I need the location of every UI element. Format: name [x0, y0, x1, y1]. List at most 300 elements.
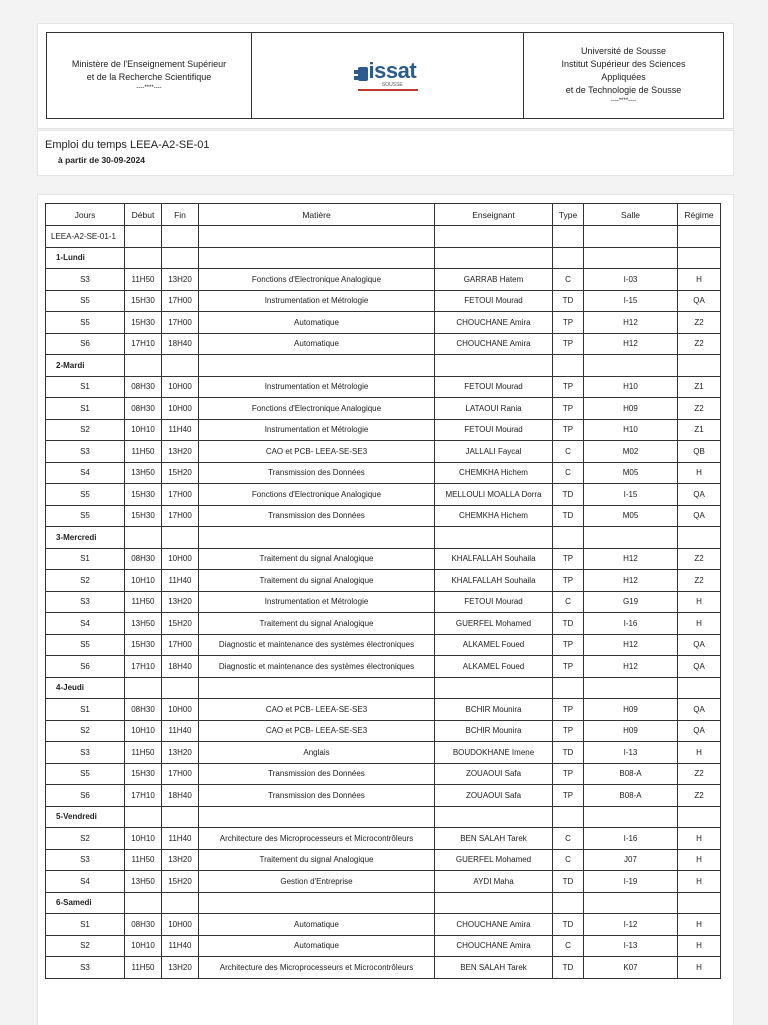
start-cell: 13H50	[125, 613, 162, 635]
teacher-cell: CHEMKHA Hichem	[435, 462, 553, 484]
teacher-cell: GUERFEL Mohamed	[435, 849, 553, 871]
table-row	[46, 419, 721, 441]
session-cell: S1	[46, 398, 125, 420]
session-cell: S2	[46, 419, 125, 441]
table-row	[46, 656, 721, 678]
type-cell: TP	[553, 419, 584, 441]
room-cell: I-16	[584, 613, 678, 635]
day-label: 3-Mercredi	[46, 527, 125, 549]
regime-cell: Z2	[678, 785, 721, 807]
regime-cell: H	[678, 935, 721, 957]
empty-cell	[435, 806, 553, 828]
session-cell: S3	[46, 849, 125, 871]
teacher-cell: KHALFALLAH Souhaila	[435, 570, 553, 592]
regime-cell: Z2	[678, 763, 721, 785]
subject-cell: Instrumentation et Métrologie	[199, 591, 435, 613]
session-cell: S5	[46, 634, 125, 656]
empty-cell	[199, 355, 435, 377]
session-cell: S2	[46, 720, 125, 742]
regime-cell: H	[678, 828, 721, 850]
group-row	[46, 226, 721, 248]
type-cell: TP	[553, 548, 584, 570]
subject-cell: Traitement du signal Analogique	[199, 613, 435, 635]
subject-cell: Transmission des Données	[199, 462, 435, 484]
regime-cell: H	[678, 591, 721, 613]
schedule-table	[45, 203, 721, 979]
empty-cell	[162, 677, 199, 699]
table-row	[46, 828, 721, 850]
empty-cell	[553, 677, 584, 699]
empty-cell	[435, 527, 553, 549]
end-cell: 17H00	[162, 290, 199, 312]
subject-cell: Automatique	[199, 914, 435, 936]
ministry-line: ----****----	[136, 85, 162, 91]
regime-cell: Z2	[678, 312, 721, 334]
start-cell: 11H50	[125, 742, 162, 764]
end-cell: 11H40	[162, 828, 199, 850]
session-cell: S1	[46, 914, 125, 936]
title-card	[37, 130, 734, 176]
session-cell: S6	[46, 333, 125, 355]
session-cell: S1	[46, 376, 125, 398]
regime-cell: H	[678, 914, 721, 936]
table-row	[46, 484, 721, 506]
teacher-cell: BEN SALAH Tarek	[435, 957, 553, 979]
room-cell: H12	[584, 634, 678, 656]
end-cell: 11H40	[162, 720, 199, 742]
regime-cell: QB	[678, 441, 721, 463]
start-cell: 10H10	[125, 828, 162, 850]
session-cell: S2	[46, 570, 125, 592]
regime-cell: QA	[678, 656, 721, 678]
table-row	[46, 871, 721, 893]
table-row	[46, 742, 721, 764]
teacher-cell: GARRAB Hatem	[435, 269, 553, 291]
type-cell: C	[553, 269, 584, 291]
end-cell: 18H40	[162, 785, 199, 807]
start-cell: 17H10	[125, 333, 162, 355]
table-row	[46, 462, 721, 484]
room-cell: H09	[584, 699, 678, 721]
university-line: Appliquées	[601, 72, 646, 82]
teacher-cell: FETOUI Mourad	[435, 419, 553, 441]
teacher-cell: ZOUAOUI Safa	[435, 785, 553, 807]
empty-cell	[678, 527, 721, 549]
subject-cell: Transmission des Données	[199, 505, 435, 527]
type-cell: TP	[553, 634, 584, 656]
table-row	[46, 720, 721, 742]
empty-cell	[125, 247, 162, 269]
session-cell: S5	[46, 290, 125, 312]
table-row	[46, 935, 721, 957]
regime-cell: H	[678, 742, 721, 764]
start-cell: 10H10	[125, 570, 162, 592]
room-cell: J07	[584, 849, 678, 871]
subject-cell: Architecture des Microprocesseurs et Microcontrôleurs	[199, 957, 435, 979]
session-cell: S5	[46, 312, 125, 334]
room-cell: I-15	[584, 484, 678, 506]
day-row	[46, 247, 721, 269]
empty-cell	[162, 247, 199, 269]
session-cell: S5	[46, 505, 125, 527]
start-cell: 15H30	[125, 634, 162, 656]
room-cell: I-16	[584, 828, 678, 850]
logo-block	[252, 33, 524, 119]
type-cell: C	[553, 828, 584, 850]
empty-cell	[678, 247, 721, 269]
type-cell: TD	[553, 957, 584, 979]
type-cell: TP	[553, 699, 584, 721]
teacher-cell: CHOUCHANE Amira	[435, 312, 553, 334]
end-cell: 13H20	[162, 849, 199, 871]
start-cell: 11H50	[125, 849, 162, 871]
regime-cell: Z1	[678, 419, 721, 441]
start-cell: 08H30	[125, 699, 162, 721]
teacher-cell: KHALFALLAH Souhaila	[435, 548, 553, 570]
teacher-cell: GUERFEL Mohamed	[435, 613, 553, 635]
start-cell: 15H30	[125, 763, 162, 785]
end-cell: 10H00	[162, 398, 199, 420]
regime-cell: H	[678, 613, 721, 635]
end-cell: 17H00	[162, 505, 199, 527]
teacher-cell: CHOUCHANE Amira	[435, 914, 553, 936]
empty-cell	[678, 806, 721, 828]
subject-cell: Traitement du signal Analogique	[199, 548, 435, 570]
empty-cell	[162, 226, 199, 248]
subject-cell: CAO et PCB- LEEA-SE-SE3	[199, 441, 435, 463]
empty-cell	[435, 247, 553, 269]
empty-cell	[584, 527, 678, 549]
col-header-fin: Fin	[162, 204, 199, 226]
table-row	[46, 269, 721, 291]
logo-subtext: SOUSSE	[381, 82, 403, 88]
type-cell: C	[553, 935, 584, 957]
type-cell: TD	[553, 742, 584, 764]
type-cell: TP	[553, 376, 584, 398]
table-row	[46, 613, 721, 635]
end-cell: 10H00	[162, 699, 199, 721]
empty-cell	[435, 355, 553, 377]
teacher-cell: FETOUI Mourad	[435, 376, 553, 398]
logo-mark-icon	[358, 67, 368, 81]
day-label: 5-Vendredi	[46, 806, 125, 828]
teacher-cell: CHEMKHA Hichem	[435, 505, 553, 527]
empty-cell	[435, 226, 553, 248]
start-cell: 17H10	[125, 656, 162, 678]
empty-cell	[553, 806, 584, 828]
teacher-cell: AYDI Maha	[435, 871, 553, 893]
regime-cell: H	[678, 871, 721, 893]
table-row	[46, 333, 721, 355]
session-cell: S5	[46, 763, 125, 785]
type-cell: C	[553, 441, 584, 463]
empty-cell	[199, 892, 435, 914]
empty-cell	[678, 226, 721, 248]
empty-cell	[553, 355, 584, 377]
col-header-enseignant: Enseignant	[435, 204, 553, 226]
empty-cell	[199, 527, 435, 549]
empty-cell	[125, 806, 162, 828]
col-header-salle: Salle	[584, 204, 678, 226]
teacher-cell: BEN SALAH Tarek	[435, 828, 553, 850]
session-cell: S5	[46, 484, 125, 506]
subject-cell: Fonctions d'Electronique Analogique	[199, 484, 435, 506]
room-cell: M05	[584, 505, 678, 527]
subject-cell: Instrumentation et Métrologie	[199, 419, 435, 441]
start-cell: 08H30	[125, 914, 162, 936]
empty-cell	[125, 355, 162, 377]
room-cell: H12	[584, 333, 678, 355]
end-cell: 10H00	[162, 914, 199, 936]
type-cell: C	[553, 462, 584, 484]
regime-cell: H	[678, 849, 721, 871]
empty-cell	[162, 892, 199, 914]
empty-cell	[125, 892, 162, 914]
empty-cell	[435, 892, 553, 914]
issat-logo	[358, 60, 418, 91]
room-cell: H12	[584, 312, 678, 334]
end-cell: 17H00	[162, 312, 199, 334]
regime-cell: QA	[678, 720, 721, 742]
empty-cell	[162, 527, 199, 549]
end-cell: 11H40	[162, 419, 199, 441]
table-row	[46, 290, 721, 312]
empty-cell	[199, 806, 435, 828]
session-cell: S4	[46, 613, 125, 635]
subject-cell: Automatique	[199, 312, 435, 334]
room-cell: G19	[584, 591, 678, 613]
subject-cell: Gestion d'Entreprise	[199, 871, 435, 893]
logo-text: issat	[368, 58, 417, 83]
regime-cell: Z2	[678, 548, 721, 570]
university-line: ----****----	[610, 98, 637, 104]
subject-cell: Anglais	[199, 742, 435, 764]
session-cell: S2	[46, 935, 125, 957]
empty-cell	[584, 806, 678, 828]
subject-cell: Traitement du signal Analogique	[199, 849, 435, 871]
type-cell: TP	[553, 720, 584, 742]
type-cell: TD	[553, 505, 584, 527]
regime-cell: H	[678, 957, 721, 979]
empty-cell	[162, 355, 199, 377]
type-cell: TP	[553, 656, 584, 678]
start-date: à partir de 30-09-2024	[58, 155, 145, 165]
subject-cell: Diagnostic et maintenance des systèmes électroniques	[199, 656, 435, 678]
end-cell: 18H40	[162, 333, 199, 355]
col-header-type: Type	[553, 204, 584, 226]
start-cell: 13H50	[125, 462, 162, 484]
type-cell: TD	[553, 484, 584, 506]
teacher-cell: ALKAMEL Foued	[435, 656, 553, 678]
type-cell: C	[553, 849, 584, 871]
teacher-cell: ALKAMEL Foued	[435, 634, 553, 656]
teacher-cell: MELLOULI MOALLA Dorra	[435, 484, 553, 506]
day-label: 1-Lundi	[46, 247, 125, 269]
start-cell: 11H50	[125, 269, 162, 291]
group-label: LEEA-A2-SE-01-1	[46, 226, 125, 248]
session-cell: S3	[46, 441, 125, 463]
session-cell: S1	[46, 548, 125, 570]
empty-cell	[678, 892, 721, 914]
start-cell: 17H10	[125, 785, 162, 807]
empty-cell	[584, 355, 678, 377]
university-line: Institut Supérieur des Sciences	[561, 59, 686, 69]
ministry-block	[47, 33, 252, 119]
room-cell: H12	[584, 656, 678, 678]
subject-cell: Automatique	[199, 333, 435, 355]
session-cell: S4	[46, 871, 125, 893]
room-cell: I-03	[584, 269, 678, 291]
room-cell: B08-A	[584, 785, 678, 807]
start-cell: 15H30	[125, 290, 162, 312]
table-row	[46, 398, 721, 420]
regime-cell: QA	[678, 634, 721, 656]
end-cell: 13H20	[162, 441, 199, 463]
room-cell: H10	[584, 376, 678, 398]
type-cell: TP	[553, 570, 584, 592]
teacher-cell: CHOUCHANE Amira	[435, 935, 553, 957]
end-cell: 17H00	[162, 763, 199, 785]
subject-cell: Instrumentation et Métrologie	[199, 376, 435, 398]
day-row	[46, 677, 721, 699]
subject-cell: Transmission des Données	[199, 763, 435, 785]
subject-cell: Transmission des Données	[199, 785, 435, 807]
regime-cell: QA	[678, 505, 721, 527]
university-line: Université de Sousse	[580, 46, 667, 56]
session-cell: S4	[46, 462, 125, 484]
ministry-line: Ministère de l'Enseignement Supérieur	[71, 59, 227, 69]
page-title: Emploi du temps LEEA-A2-SE-01	[45, 139, 210, 151]
room-cell: B08-A	[584, 763, 678, 785]
start-cell: 11H50	[125, 441, 162, 463]
start-cell: 15H30	[125, 484, 162, 506]
teacher-cell: ZOUAOUI Safa	[435, 763, 553, 785]
start-cell: 08H30	[125, 398, 162, 420]
teacher-cell: BOUDOKHANE Imene	[435, 742, 553, 764]
session-cell: S3	[46, 957, 125, 979]
day-row	[46, 892, 721, 914]
end-cell: 18H40	[162, 656, 199, 678]
logo-underline	[358, 89, 418, 91]
table-row	[46, 763, 721, 785]
end-cell: 17H00	[162, 634, 199, 656]
regime-cell: Z2	[678, 398, 721, 420]
session-cell: S3	[46, 742, 125, 764]
table-row	[46, 376, 721, 398]
regime-cell: QA	[678, 290, 721, 312]
start-cell: 13H50	[125, 871, 162, 893]
empty-cell	[199, 226, 435, 248]
empty-cell	[125, 677, 162, 699]
start-cell: 08H30	[125, 376, 162, 398]
schedule-card	[37, 194, 734, 1025]
subject-cell: Traitement du signal Analogique	[199, 570, 435, 592]
teacher-cell: BCHIR Mounira	[435, 720, 553, 742]
university-block	[524, 33, 724, 119]
regime-cell: Z2	[678, 570, 721, 592]
type-cell: TD	[553, 871, 584, 893]
room-cell: H12	[584, 570, 678, 592]
room-cell: H09	[584, 398, 678, 420]
session-cell: S6	[46, 656, 125, 678]
teacher-cell: BCHIR Mounira	[435, 699, 553, 721]
table-row	[46, 505, 721, 527]
room-cell: I-12	[584, 914, 678, 936]
empty-cell	[678, 677, 721, 699]
room-cell: H10	[584, 419, 678, 441]
empty-cell	[199, 247, 435, 269]
col-header-debut: Début	[125, 204, 162, 226]
room-cell: H12	[584, 548, 678, 570]
col-header-matiere: Matière	[199, 204, 435, 226]
subject-cell: CAO et PCB- LEEA-SE-SE3	[199, 699, 435, 721]
subject-cell: CAO et PCB- LEEA-SE-SE3	[199, 720, 435, 742]
end-cell: 13H20	[162, 742, 199, 764]
type-cell: TP	[553, 312, 584, 334]
teacher-cell: FETOUI Mourad	[435, 591, 553, 613]
table-row	[46, 785, 721, 807]
session-cell: S2	[46, 828, 125, 850]
table-row	[46, 849, 721, 871]
regime-cell: H	[678, 462, 721, 484]
type-cell: TP	[553, 763, 584, 785]
col-header-jours: Jours	[46, 204, 125, 226]
type-cell: TP	[553, 398, 584, 420]
university-line: et de Technologie de Sousse	[565, 85, 682, 95]
ministry-line: et de la Recherche Scientifique	[86, 72, 212, 82]
type-cell: TP	[553, 785, 584, 807]
day-row	[46, 355, 721, 377]
end-cell: 10H00	[162, 548, 199, 570]
empty-cell	[584, 677, 678, 699]
regime-cell: QA	[678, 699, 721, 721]
regime-cell: Z1	[678, 376, 721, 398]
regime-cell: Z2	[678, 333, 721, 355]
subject-cell: Automatique	[199, 935, 435, 957]
room-cell: I-13	[584, 935, 678, 957]
day-row	[46, 527, 721, 549]
empty-cell	[125, 527, 162, 549]
start-cell: 10H10	[125, 419, 162, 441]
session-cell: S3	[46, 269, 125, 291]
table-row	[46, 548, 721, 570]
room-cell: I-19	[584, 871, 678, 893]
start-cell: 15H30	[125, 312, 162, 334]
type-cell: TD	[553, 914, 584, 936]
teacher-cell: CHOUCHANE Amira	[435, 333, 553, 355]
end-cell: 11H40	[162, 570, 199, 592]
empty-cell	[584, 892, 678, 914]
table-row	[46, 441, 721, 463]
end-cell: 10H00	[162, 376, 199, 398]
start-cell: 15H30	[125, 505, 162, 527]
room-cell: I-15	[584, 290, 678, 312]
day-label: 6-Samedi	[46, 892, 125, 914]
empty-cell	[584, 226, 678, 248]
empty-cell	[553, 247, 584, 269]
subject-cell: Fonctions d'Electronique Analogique	[199, 398, 435, 420]
room-cell: I-13	[584, 742, 678, 764]
room-cell: K07	[584, 957, 678, 979]
start-cell: 10H10	[125, 720, 162, 742]
type-cell: TD	[553, 613, 584, 635]
session-cell: S1	[46, 699, 125, 721]
room-cell: M02	[584, 441, 678, 463]
regime-cell: H	[678, 269, 721, 291]
end-cell: 15H20	[162, 462, 199, 484]
header-table	[46, 32, 724, 119]
day-label: 2-Mardi	[46, 355, 125, 377]
